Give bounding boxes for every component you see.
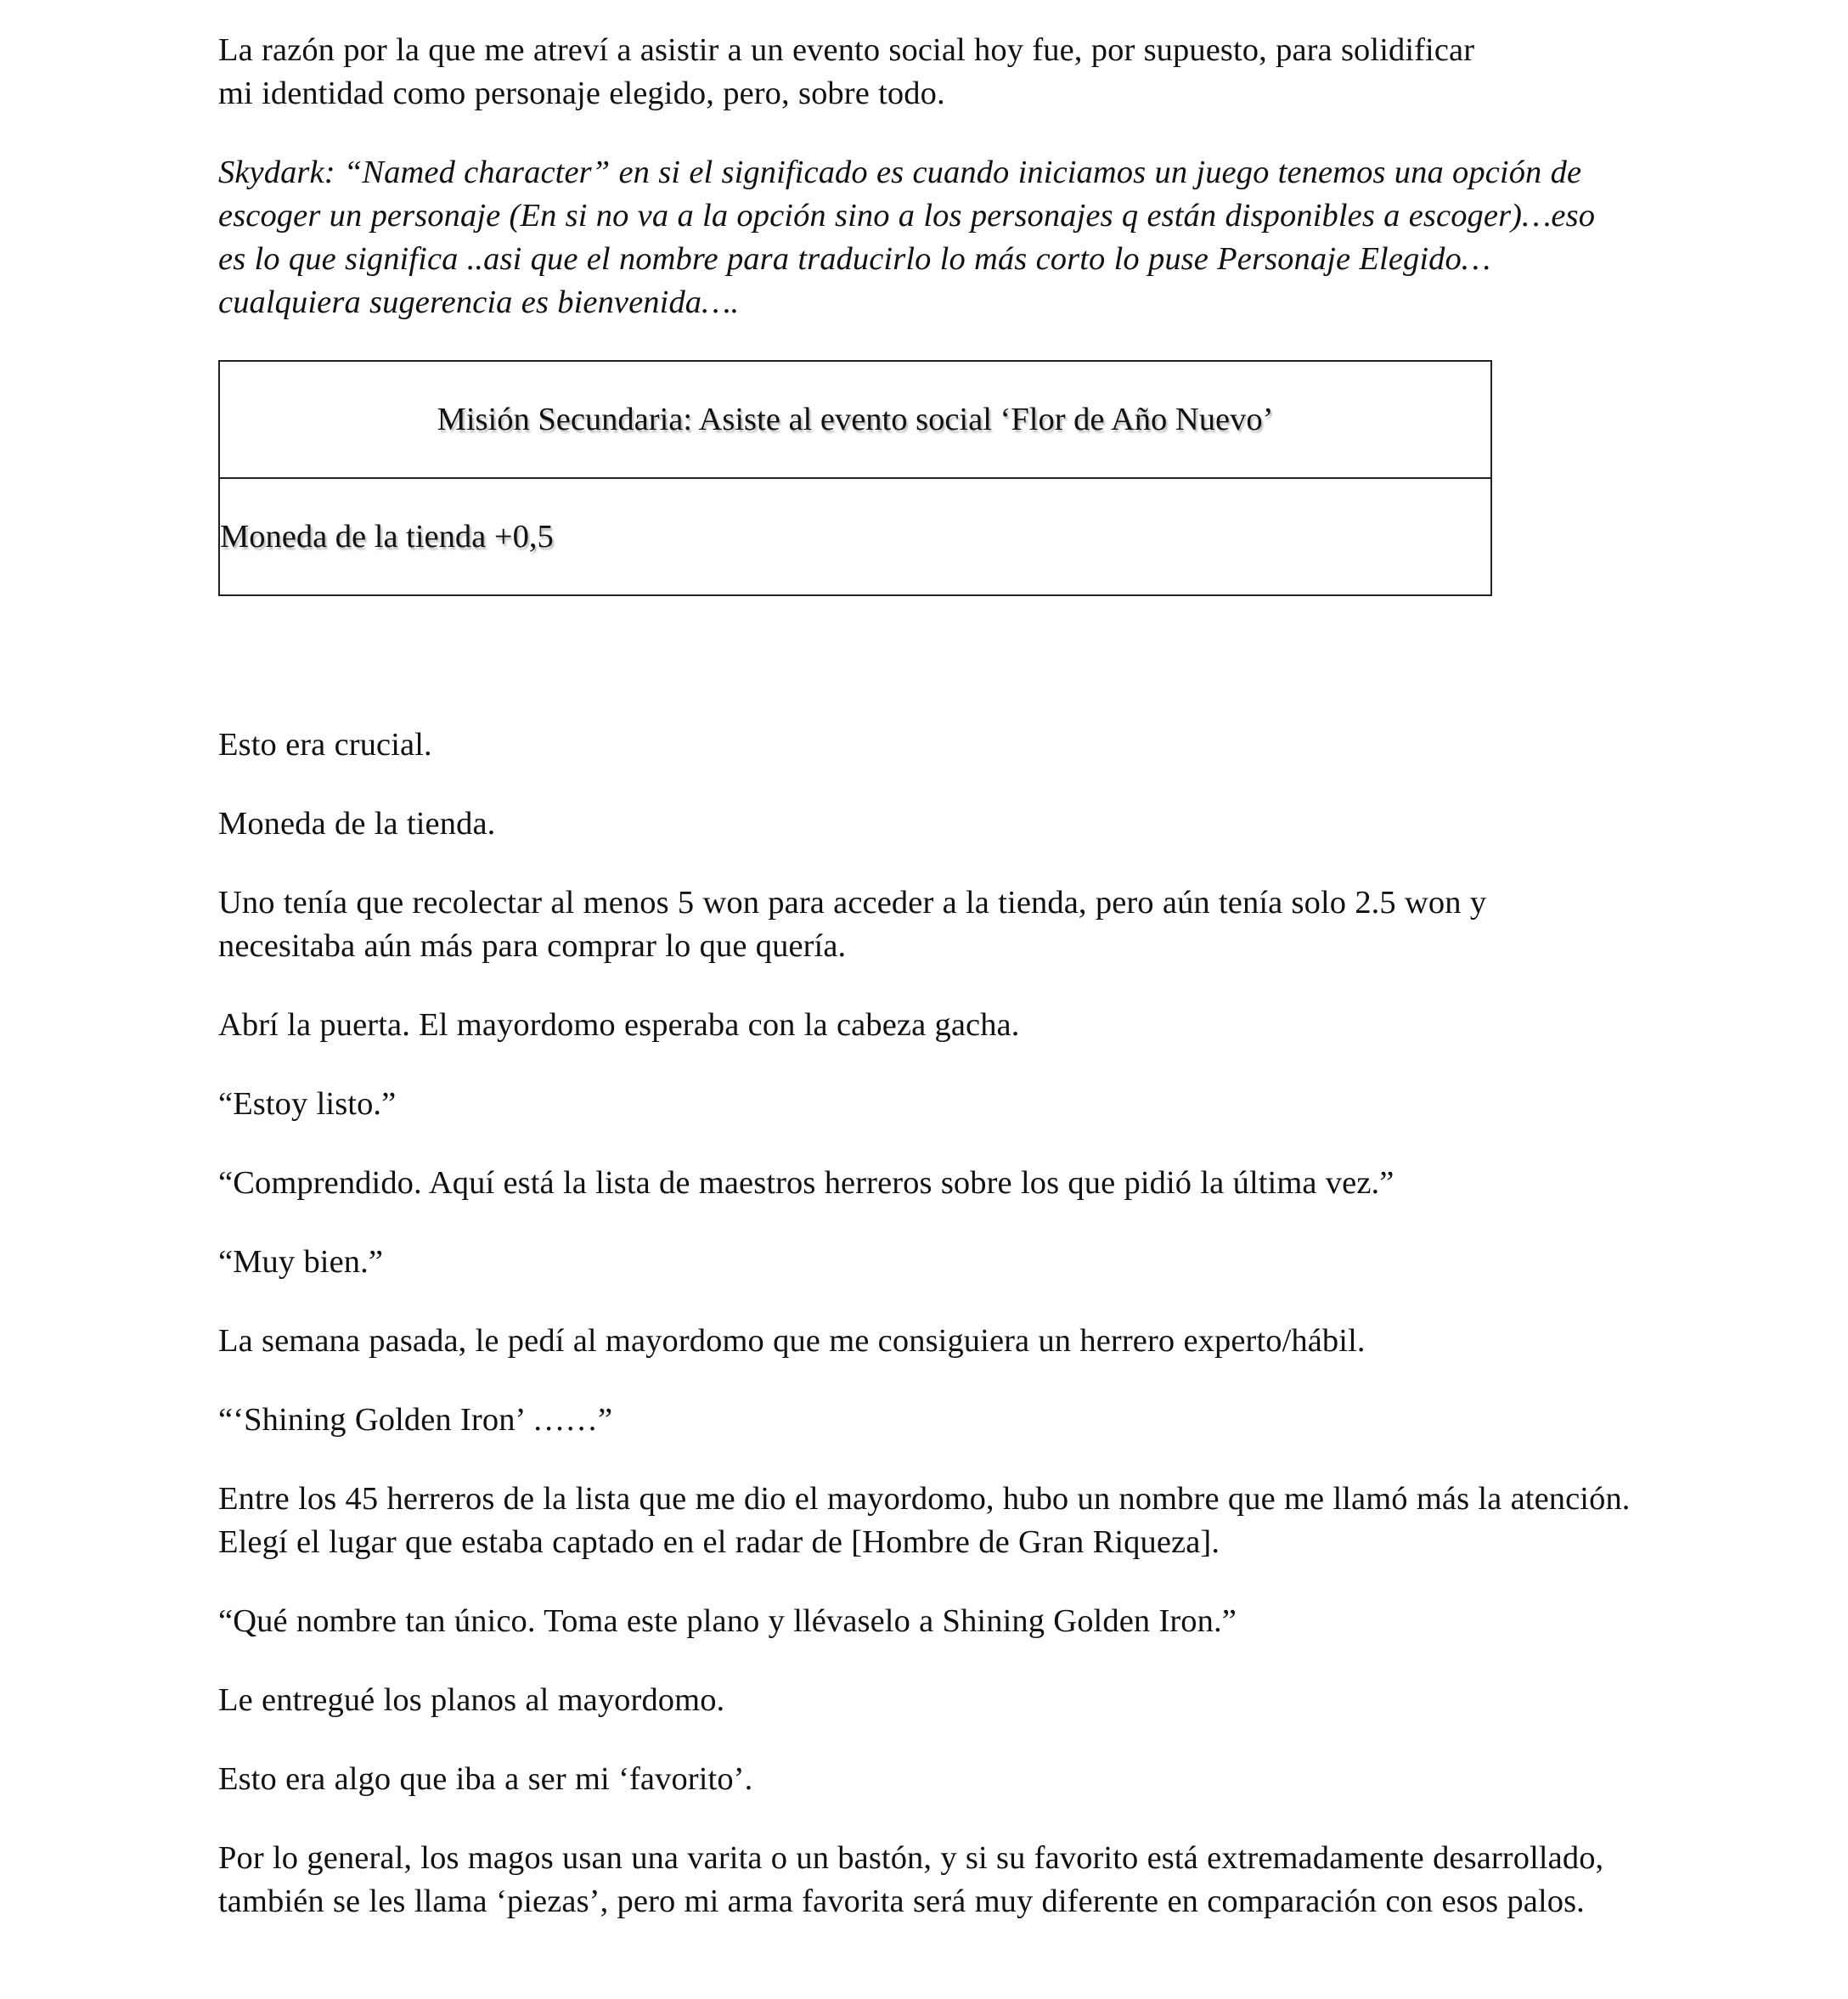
story-paragraph: Uno tenía que recolectar al menos 5 won para acceder a la tienda, pero aún tenía solo 2.5 won y necesitaba aún más para comprar lo que quería.	[218, 885, 1487, 964]
quest-reward: Moneda de la tienda +0,5	[219, 478, 1491, 595]
story-paragraph: Entre los 45 herreros de la lista que me dio el mayordomo, hubo un nombre que me llamó más la atención. Elegí el lugar que estaba captado en el radar de [Hombre de Gran Riqueza].	[218, 1481, 1631, 1560]
story-paragraph: Esto era crucial.	[218, 727, 432, 763]
intro-paragraph: La razón por la que me atreví a asistir a un evento social hoy fue, por supuesto, para solidificar mi identidad como personaje elegido, pero, sobre todo.	[218, 32, 1475, 111]
story-paragraph: “Qué nombre tan único. Toma este plano y llévaselo a Shining Golden Iron.”	[218, 1603, 1237, 1639]
story-paragraph: “Estoy listo.”	[218, 1086, 397, 1122]
document-page	[218, 29, 1662, 1959]
quest-title: Misión Secundaria: Asiste al evento social ‘Flor de Año Nuevo’	[219, 361, 1491, 478]
story-paragraph: Por lo general, los magos usan una varita o un bastón, y si su favorito está extremadamente desarrollado, también se les llama ‘piezas’, pero mi arma favorita será muy diferente en comparación con esos palos.	[218, 1840, 1604, 1919]
story-paragraph: Le entregué los planos al mayordomo.	[218, 1682, 725, 1718]
story-paragraph: Esto era algo que iba a ser mi ‘favorito’.	[218, 1761, 753, 1797]
story-body	[218, 724, 1662, 1923]
story-paragraph: Abrí la puerta. El mayordomo esperaba con la cabeza gacha.	[218, 1007, 1020, 1043]
story-paragraph: Moneda de la tienda.	[218, 806, 496, 842]
story-paragraph: La semana pasada, le pedí al mayordomo que me consiguiera un herrero experto/hábil.	[218, 1323, 1366, 1359]
translator-note-paragraph: Skydark: “Named character” en si el significado es cuando iniciamos un juego tenemos una opción de escoger un personaje (En si no va a la opción sino a los personajes q están disponibles a escoger)…eso es lo que significa ..asi que el nombre para traducirlo lo más corto lo puse Personaje Elegido…cualquiera sugerencia es bienvenida….	[218, 155, 1596, 320]
story-paragraph: “‘Shining Golden Iron’ ……”	[218, 1402, 613, 1438]
quest-reward-row	[219, 478, 1491, 595]
quest-box	[218, 360, 1492, 596]
quest-title-row	[219, 361, 1491, 478]
story-paragraph: “Comprendido. Aquí está la lista de maestros herreros sobre los que pidió la última vez.”	[218, 1165, 1394, 1201]
spacer	[218, 596, 1662, 724]
story-paragraph: “Muy bien.”	[218, 1244, 384, 1280]
